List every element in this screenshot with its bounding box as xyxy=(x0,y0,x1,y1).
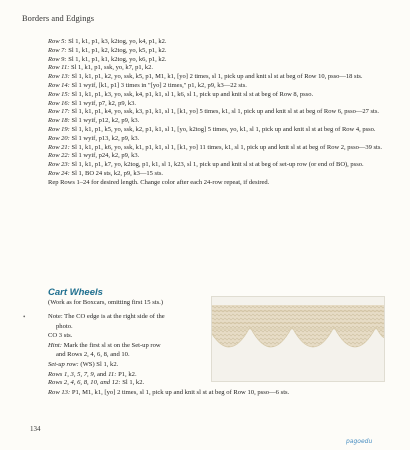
hint-line-cont: and Rows 2, 4, 6, 8, and 10. xyxy=(56,351,130,359)
row-instruction xyxy=(48,64,393,73)
row-text: Sl 1, k1, p1, k2, k2tog, yo, k5, p1, k2. xyxy=(68,46,167,54)
row-label: Row 24: xyxy=(48,169,70,177)
row-text: Sl 1 wyif, [k1, p1] 3 times in "[yo] 2 times," p1, k2, p9, k3—22 sts. xyxy=(71,81,247,89)
row-label: Row 7: xyxy=(48,46,67,54)
row-instruction xyxy=(48,161,393,170)
row-label: Row 21: xyxy=(48,143,70,151)
row-13 xyxy=(48,388,393,398)
row-text: Sl 1, k1, p1, k2, yo, ssk, k5, p1, M1, k1, [yo] 2 times, sl 1, pick up and knit sl st at beg of Row 10, psso—18 sts. xyxy=(71,73,363,81)
row-text: Sl 1 wyif, p7, k2, p9, k3. xyxy=(71,99,136,107)
row-text: Sl 1 wyif, p13, k2, p9, k3. xyxy=(71,134,140,142)
row-text: Sl 1, k1, p1, k4, yo, ssk, k3, p1, k1, sl 1, [k1, yo] 5 times, k1, sl 1, pick up and knit sl st at beg of Row 6, psso—27 sts. xyxy=(71,108,379,116)
row-instruction xyxy=(48,82,393,91)
row-text: Sl 1, k1, p1, k1, k2tog, yo, k6, p1, k2. xyxy=(68,55,167,63)
row-text: Sl 1, k1, p1, ssk, yo, k7, p1, k2. xyxy=(71,64,153,72)
scallop-edge xyxy=(212,327,384,347)
row-instruction xyxy=(48,108,393,117)
row-instruction xyxy=(48,152,393,161)
rows-odd-last: 11: xyxy=(108,370,117,378)
hint-line xyxy=(48,341,203,351)
row-label: Row 13: xyxy=(48,73,70,81)
row-instruction xyxy=(48,170,393,179)
rows-even-label: Rows 2, 4, 6, 8, 10, and 12: xyxy=(48,379,121,386)
row-label: Row 23: xyxy=(48,161,70,169)
row-label: Row 18: xyxy=(48,117,70,125)
setup-label: Set-up row: xyxy=(48,360,79,368)
cast-on-line: CO 3 sts. xyxy=(48,332,73,340)
row-instruction xyxy=(48,117,393,126)
row-label: Row 9: xyxy=(48,55,67,63)
row-text: Sl 1, k1, p1, k5, yo, ssk, k2, p1, k1, sl 1, [yo, k2tog] 5 times, yo, k1, sl 1, pick up and knit sl st at beg of Row 4, psso. xyxy=(71,125,376,133)
row-label: Row 15: xyxy=(48,90,70,98)
running-head: Borders and Edgings xyxy=(22,14,95,23)
row-text: Sl 1, k1, p1, k3, k2tog, yo, k4, p1, k2. xyxy=(68,38,167,45)
row-label: Row 17: xyxy=(48,108,70,116)
row-instruction xyxy=(48,73,393,82)
row-instruction xyxy=(48,91,393,100)
note-line-cont: photo. xyxy=(56,322,73,330)
edging-band xyxy=(212,305,384,329)
row-label: Row 5: xyxy=(48,38,67,45)
row-label: Row 20: xyxy=(48,134,70,142)
rows-odd-and: and xyxy=(96,370,107,378)
row-instruction xyxy=(48,100,393,109)
row-text: Rep Rows 1–24 for desired length. Change color after each 24-row repeat, if desired. xyxy=(48,178,270,186)
watermark: pagoedu xyxy=(346,438,373,445)
section-title: Cart Wheels xyxy=(48,287,103,298)
repeat-note xyxy=(48,179,393,188)
row-text: Sl 1, k1, p1, k7, yo, k2tog, p1, k1, sl 1, k23, sl 1, pick up and knit sl st at beg of set-up row (or end of BO), psso. xyxy=(71,161,364,169)
row-label: Row 22: xyxy=(48,152,70,160)
row-text: Sl 1 wyif, p24, k2, p9, k3. xyxy=(71,152,140,160)
row-label: Row 14: xyxy=(48,81,70,89)
hint-text: Mark the first sl st on the Set-up row xyxy=(63,341,161,349)
setup-text: (WS) Sl 1, k2. xyxy=(80,360,119,368)
work-note: (Work as for Boxcars, omitting first 15 sts.) xyxy=(48,299,164,306)
pattern-notes xyxy=(48,312,203,379)
row-text: Sl 1 wyif, p12, k2, p9, k3. xyxy=(71,117,140,125)
rows-odd-text: P1, k2. xyxy=(118,370,137,378)
row-instruction xyxy=(48,135,393,144)
margin-mark: • xyxy=(23,313,26,321)
setup-row xyxy=(48,360,203,370)
row-instruction xyxy=(48,144,393,153)
instruction-rows xyxy=(48,38,393,188)
hint-label: Hint: xyxy=(48,341,62,349)
knit-edging-photo xyxy=(211,296,385,382)
rows-odd-nums: 1, 3, 5, 7, 9, xyxy=(63,370,96,378)
row-label: Row 19: xyxy=(48,125,70,133)
rows-even-text: Sl 1, k2. xyxy=(122,379,145,386)
row-instruction xyxy=(48,56,393,65)
row-text: Sl 1, k1, p1, k3, yo, ssk, k4, p1, k1, sl 1, k6, sl 1, pick up and knit sl st at beg of Row 8, psso. xyxy=(71,90,314,98)
row-instruction xyxy=(48,126,393,135)
scalloped-edging-illustration xyxy=(212,297,384,381)
row-text: Sl 1, k1, p1, k6, yo, ssk, k1, p1, k1, sl 1, [k1, yo] 11 times, k1, sl 1, pick up and knit sl st at beg of Row 2, psso—39 sts. xyxy=(71,143,382,151)
row-13-label: Row 13: xyxy=(48,388,71,396)
row-label: Row 11: xyxy=(48,64,70,72)
rows-odd-label: Rows xyxy=(48,370,63,378)
row-instruction xyxy=(48,47,393,56)
row-13-text: P1, M1, k1, [yo] 2 times, sl 1, pick up and knit sl st at beg of Row 10, psso—6 sts. xyxy=(71,388,290,396)
row-text: Sl 1, BO 24 sts, k2, p9, k3—15 sts. xyxy=(71,169,164,177)
note-line: Note: The CO edge is at the right side of the xyxy=(48,313,165,320)
page-number: 134 xyxy=(30,425,41,433)
row-label: Row 16: xyxy=(48,99,70,107)
row-instruction xyxy=(48,38,393,47)
